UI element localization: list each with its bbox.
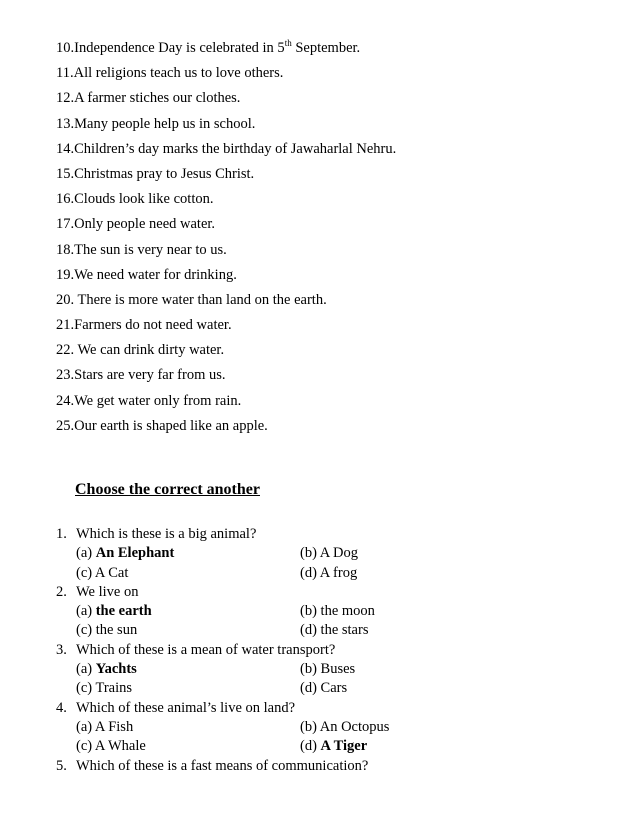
statement-text: Only people need water. <box>74 216 216 233</box>
option-label: (a) <box>76 661 96 678</box>
statement-text: Farmers do not need water. <box>74 317 232 334</box>
statement-item <box>56 313 396 338</box>
statement-number: 22. <box>56 342 75 359</box>
question-item <box>56 641 616 660</box>
statement-text: Our earth is shaped like an apple. <box>74 417 268 434</box>
question-text: Which of these animal’s live on land? <box>76 699 296 716</box>
option-row <box>56 679 616 698</box>
option-row <box>56 737 616 756</box>
question-item <box>56 757 616 776</box>
option <box>76 544 174 563</box>
statement-item <box>56 112 396 137</box>
option-label: (b) <box>300 603 321 620</box>
statement-item <box>56 414 396 439</box>
option-label: (d) <box>300 738 321 755</box>
statement-text: Many people help us in school. <box>74 115 256 132</box>
option-text: A Cat <box>94 564 129 581</box>
statement-number: 24. <box>56 392 75 409</box>
option-text: the stars <box>320 622 369 639</box>
statement-item <box>56 86 396 111</box>
statement-item <box>56 288 396 313</box>
question-number: 1. <box>56 526 67 542</box>
statement-number: 16. <box>56 191 75 208</box>
statement-text: The sun is very near to us. <box>74 241 227 258</box>
statement-number: 21. <box>56 317 75 334</box>
option-label: (d) <box>300 680 321 697</box>
option-label: (a) <box>76 545 96 562</box>
question-text: Which of these is a fast means of communication? <box>76 757 369 774</box>
statement-number: 10. <box>56 40 75 56</box>
statement-text: We can drink dirty water. <box>74 342 225 359</box>
statement-number: 23. <box>56 367 75 384</box>
correct-option-text: A Tiger <box>320 738 368 755</box>
question-item <box>56 525 616 544</box>
statement-text: Stars are very far from us. <box>74 367 226 384</box>
option-text: A Dog <box>319 545 359 562</box>
question-text: Which is these is a big animal? <box>76 526 257 542</box>
option-label: (d) <box>300 622 321 639</box>
option-text: An Octopus <box>319 718 390 735</box>
statement-item <box>56 238 396 263</box>
statement-superscript: th <box>284 38 292 48</box>
option-row <box>56 544 616 563</box>
question-item <box>56 699 616 718</box>
statement-item <box>56 162 396 187</box>
option <box>76 660 137 679</box>
statement-text: There is more water than land on the earth. <box>74 291 327 308</box>
statement-text: All religions teach us to love others. <box>73 65 284 82</box>
option-text: Buses <box>320 661 356 678</box>
statement-number: 14. <box>56 140 75 157</box>
statement-number: 17. <box>56 216 75 233</box>
statement-text: Children’s day marks the birthday of Jawaharlal Nehru. <box>74 140 397 157</box>
option <box>300 564 357 583</box>
statement-item <box>56 187 396 212</box>
option <box>300 679 347 698</box>
option <box>76 737 146 756</box>
statement-item <box>56 36 396 61</box>
option-label: (d) <box>300 564 320 581</box>
multiple-choice-questions <box>56 525 616 776</box>
statement-item <box>56 212 396 237</box>
option-row <box>56 660 616 679</box>
statement-number: 20. <box>56 291 75 308</box>
correct-option-text: An Elephant <box>95 545 175 562</box>
question-number: 5. <box>56 757 67 774</box>
statement-item <box>56 363 396 388</box>
statement-number: 25. <box>56 417 75 434</box>
statement-item <box>56 61 396 86</box>
option-row <box>56 602 616 621</box>
statement-text-end: September. <box>291 40 361 56</box>
option <box>300 621 368 640</box>
statement-text: Clouds look like cotton. <box>74 191 214 208</box>
true-false-statements <box>56 36 396 439</box>
statement-number: 13. <box>56 115 75 132</box>
option <box>76 679 132 698</box>
question-number: 4. <box>56 699 67 716</box>
statement-text: We get water only from rain. <box>74 392 242 409</box>
option <box>76 564 128 583</box>
option-text: A frog <box>319 564 358 581</box>
statement-item <box>56 263 396 288</box>
question-number: 2. <box>56 583 67 600</box>
statement-number: 15. <box>56 165 75 182</box>
option <box>300 602 375 621</box>
option-label: (a) <box>76 603 96 620</box>
section-heading: Choose the correct another <box>75 481 260 498</box>
option-text: the sun <box>95 622 138 639</box>
statement-text: A farmer stiches our clothes. <box>74 90 241 107</box>
option-label: (c) <box>76 738 95 755</box>
statement-number: 18. <box>56 241 75 258</box>
option <box>300 737 367 756</box>
option-text: the moon <box>320 603 375 620</box>
option-label: (c) <box>76 622 96 639</box>
statement-item <box>56 389 396 414</box>
question-text: Which of these is a mean of water transport? <box>76 641 336 658</box>
option <box>300 718 389 737</box>
option <box>300 660 355 679</box>
option <box>76 621 137 640</box>
option-label: (a) <box>76 718 95 735</box>
statement-item <box>56 338 396 363</box>
option <box>76 718 133 737</box>
correct-option-text: Yachts <box>95 661 137 678</box>
option-text: A Whale <box>94 738 146 755</box>
option <box>76 602 152 621</box>
option-text: Cars <box>320 680 348 697</box>
statement-item <box>56 137 396 162</box>
statement-number: 12. <box>56 90 75 107</box>
question-item <box>56 583 616 602</box>
statement-text: We need water for drinking. <box>74 266 237 283</box>
option-label: (c) <box>76 564 95 581</box>
option <box>300 544 358 563</box>
option-label: (b) <box>300 718 320 735</box>
statement-text: Independence Day is celebrated in 5 <box>74 40 285 56</box>
option-label: (b) <box>300 545 320 562</box>
option-label: (b) <box>300 661 321 678</box>
option-row <box>56 564 616 583</box>
option-text: A Fish <box>94 718 134 735</box>
statement-number: 11. <box>56 65 74 82</box>
statement-number: 19. <box>56 266 75 283</box>
question-number: 3. <box>56 641 67 658</box>
question-text: We live on <box>76 583 139 600</box>
option-text: Trains <box>95 680 133 697</box>
correct-option-text: the earth <box>95 603 152 620</box>
option-label: (c) <box>76 680 96 697</box>
option-row <box>56 621 616 640</box>
option-row <box>56 718 616 737</box>
statement-text: Christmas pray to Jesus Christ. <box>74 165 255 182</box>
